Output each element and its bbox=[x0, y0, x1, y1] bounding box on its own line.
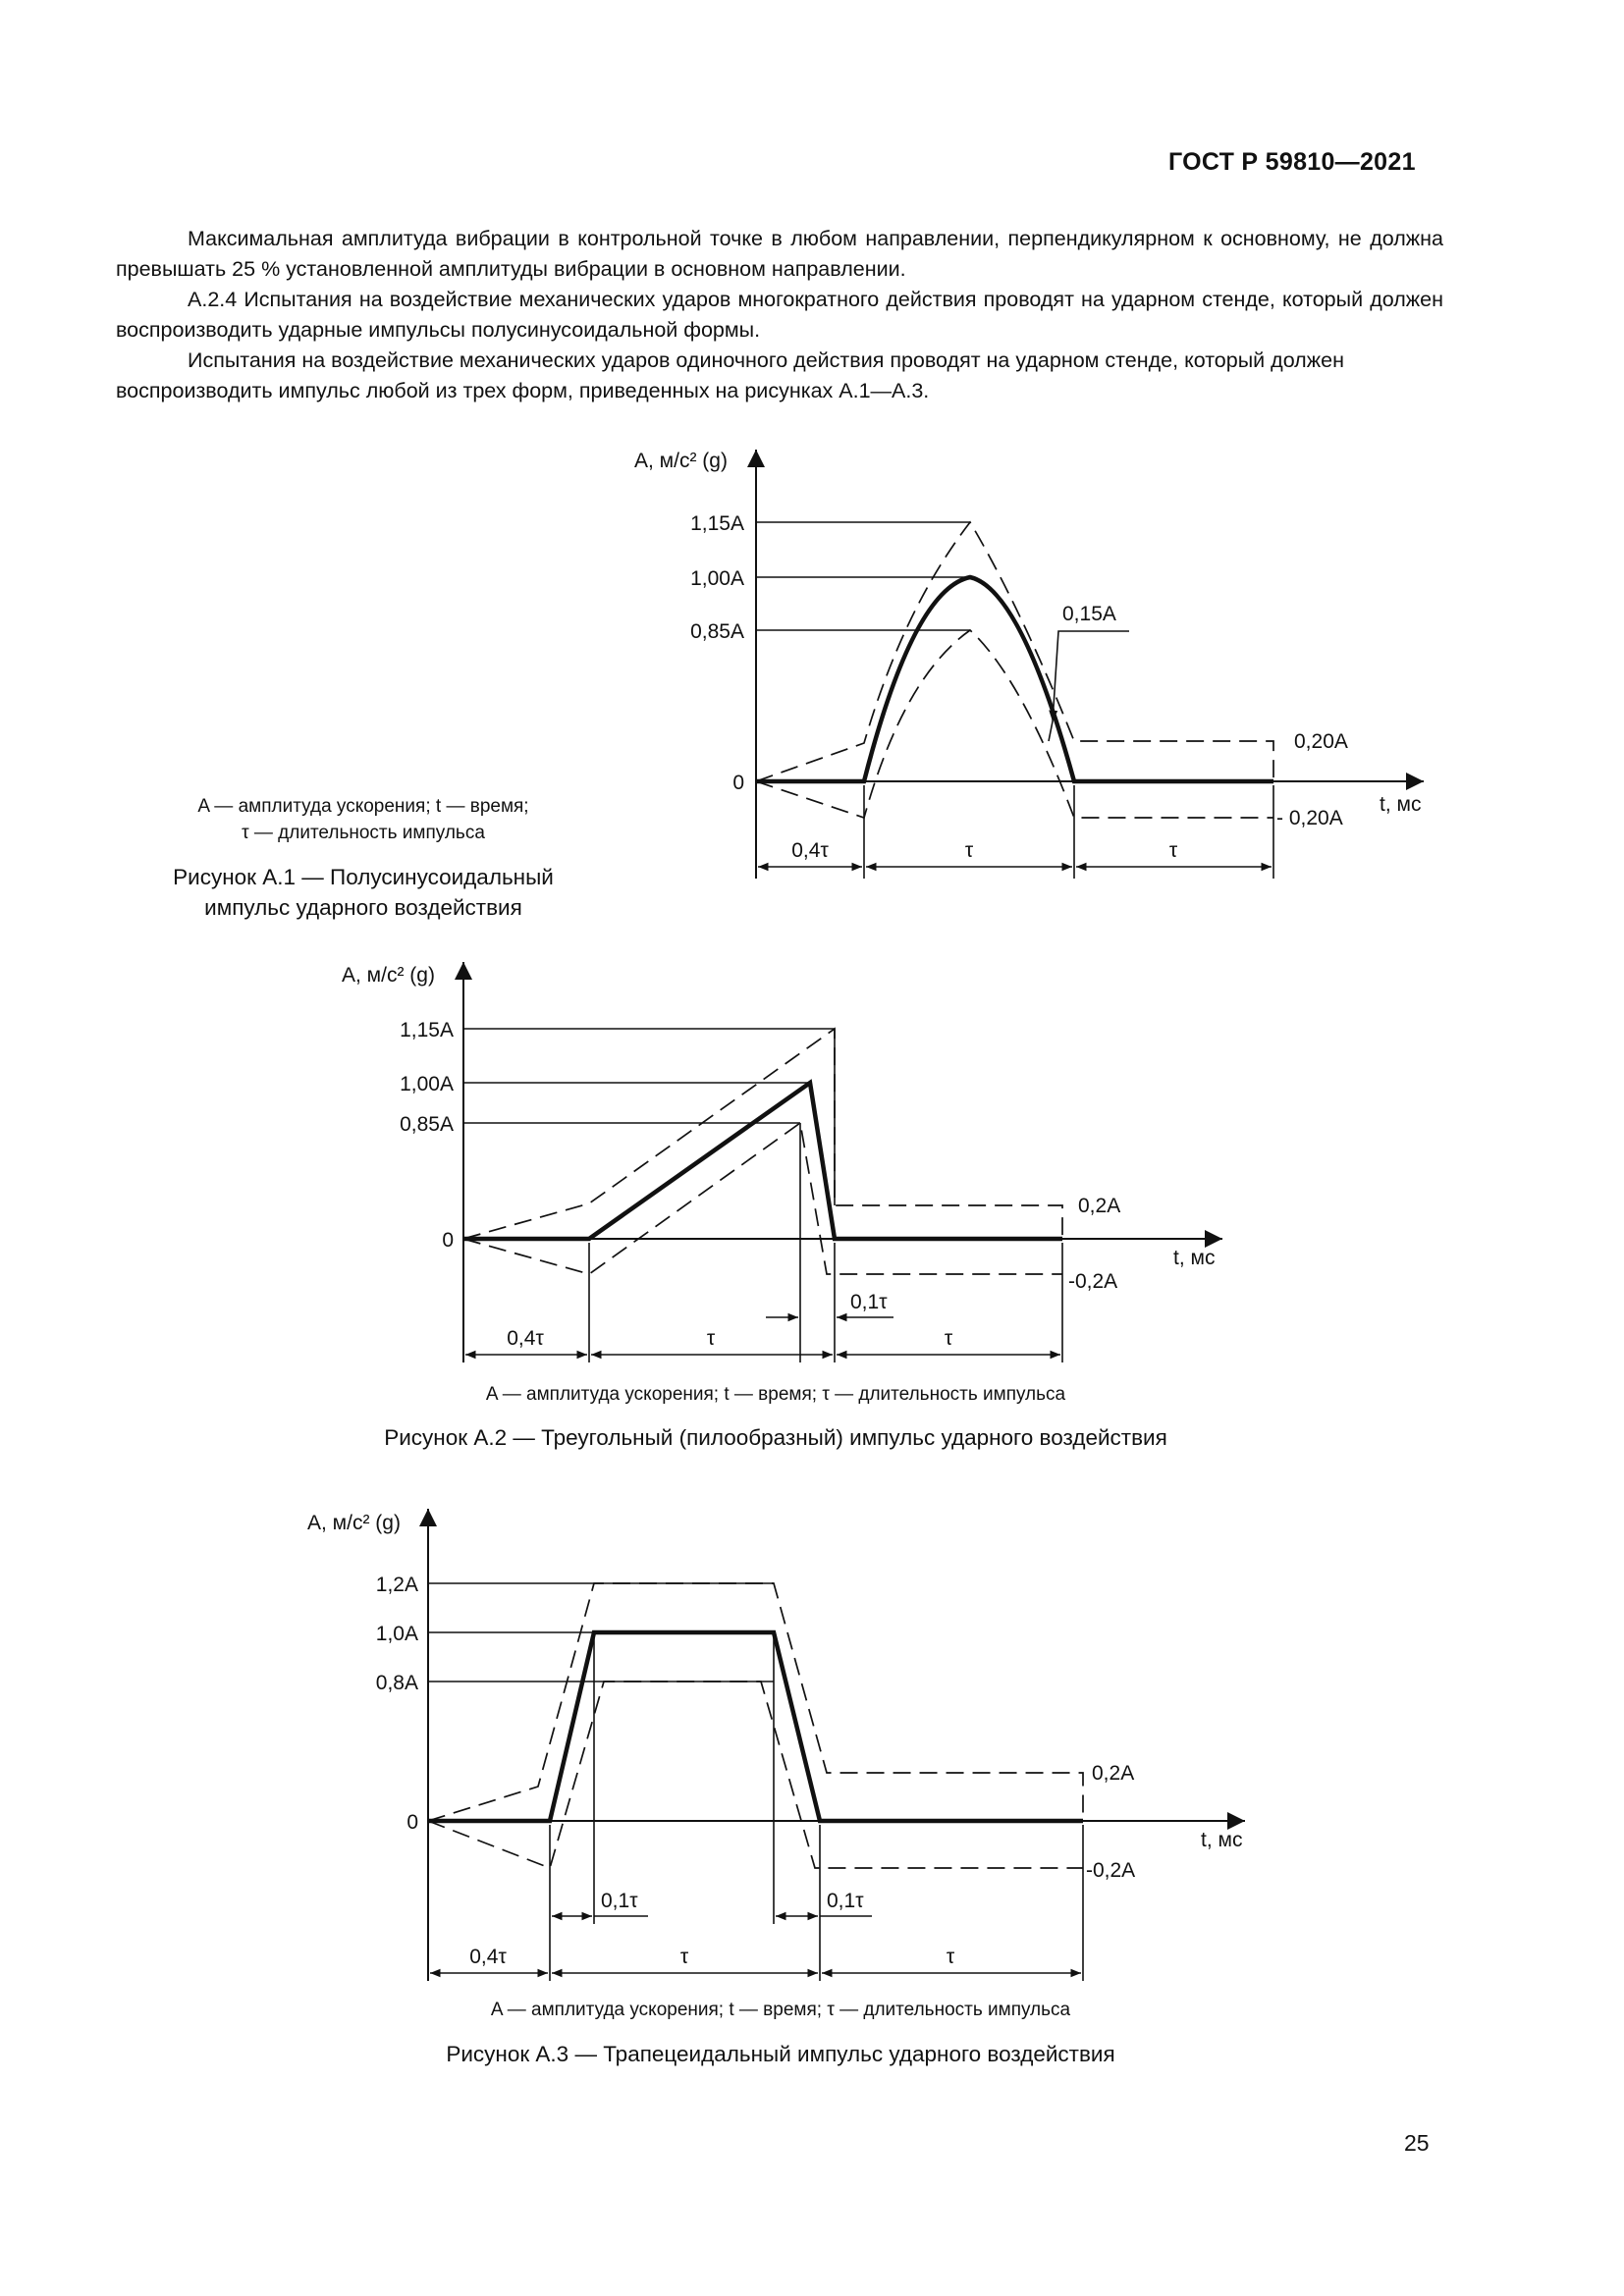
fig1-interval-3: τ bbox=[1168, 839, 1178, 862]
fig2-band-upper: 0,2A bbox=[1078, 1195, 1121, 1217]
fig1-caption: Рисунок А.1 — Полусинусоидальный импульс ударного воздействия bbox=[173, 865, 554, 920]
fig3-upper-tolerance bbox=[428, 1583, 1083, 1821]
fig2-fall-label: 0,1τ bbox=[850, 1291, 888, 1313]
fig2-interval-2: τ bbox=[706, 1327, 716, 1350]
fig3-interval-3: τ bbox=[946, 1946, 955, 1968]
fig3-interval-2: τ bbox=[679, 1946, 689, 1968]
fig1-interval-2: τ bbox=[964, 839, 974, 862]
fig2-level-115: 1,15A bbox=[400, 1019, 454, 1041]
fig1-x-label: t, мс bbox=[1380, 793, 1422, 816]
fig3-caption: Рисунок А.3 — Трапецеидальный импульс ударного воздействия bbox=[446, 2042, 1115, 2066]
fig2-caption: Рисунок А.2 — Треугольный (пилообразный) импульс ударного воздействия bbox=[384, 1425, 1167, 1450]
fig1-level-115: 1,15A bbox=[690, 512, 744, 535]
fig2-x-label: t, мс bbox=[1173, 1247, 1216, 1269]
fig2-interval-3: τ bbox=[944, 1327, 953, 1350]
fig2-legend: A — амплитуда ускорения; t — время; τ — длительность импульса bbox=[485, 1384, 1066, 1405]
fig1-level-0: 0 bbox=[732, 772, 744, 794]
fig3-y-label: A, м/с² (g) bbox=[307, 1512, 401, 1534]
fig3-level-0: 0 bbox=[406, 1811, 418, 1834]
fig2-band-lower: -0,2A bbox=[1068, 1270, 1118, 1293]
fig2-level-100: 1,00A bbox=[400, 1073, 454, 1095]
fig3-lower-tolerance bbox=[428, 1682, 1083, 1868]
fig2-level-085: 0,85A bbox=[400, 1113, 454, 1136]
paragraph-3: Испытания на воздействие механических ударов одиночного действия проводят на ударном стенде, который должен воспроизводить импульс любой из трех форм, приведенных на рисунках А.1—А.3. bbox=[116, 348, 1344, 402]
fig3-level-08: 0,8A bbox=[375, 1672, 418, 1694]
fig3-rise-label: 0,1τ bbox=[601, 1890, 638, 1912]
fig3-level-12: 1,2A bbox=[375, 1574, 418, 1596]
fig3-nominal-pulse bbox=[428, 1632, 1083, 1821]
fig3-band-upper: 0,2A bbox=[1092, 1762, 1135, 1785]
fig3-band-lower: -0,2A bbox=[1086, 1859, 1136, 1882]
fig2-level-0: 0 bbox=[442, 1229, 454, 1252]
fig3-interval-1: 0,4τ bbox=[469, 1946, 507, 1968]
document-code: ГОСТ Р 59810—2021 bbox=[1168, 148, 1416, 176]
fig3-legend: A — амплитуда ускорения; t — время; τ — длительность импульса bbox=[490, 2000, 1071, 2020]
fig1-band-upper: 0,20A bbox=[1294, 730, 1348, 753]
fig2-y-label: A, м/с² (g) bbox=[342, 964, 435, 987]
paragraph-1: Максимальная амплитуда вибрации в контрольной точке в любом направлении, перпендикулярном к основному, не должна превышать 25 % установленной амплитуды вибрации в основном направлении. bbox=[116, 227, 1443, 281]
fig2-interval-1: 0,4τ bbox=[507, 1327, 544, 1350]
fig3-level-10: 1,0A bbox=[375, 1623, 418, 1645]
fig1-level-100: 1,00A bbox=[690, 567, 744, 590]
fig1-level-085: 0,85A bbox=[690, 620, 744, 643]
fig1-interval-1: 0,4τ bbox=[791, 839, 829, 862]
fig3-fall-label: 0,1τ bbox=[827, 1890, 864, 1912]
paragraph-2: А.2.4 Испытания на воздействие механических ударов многократного действия проводят на ударном стенде, который должен воспроизводить ударные импульсы полусинусоидальной формы. bbox=[116, 288, 1443, 342]
fig1-band-lower: - 0,20A bbox=[1276, 807, 1343, 829]
fig3-x-label: t, мс bbox=[1201, 1829, 1243, 1851]
fig1-y-label: A, м/с² (g) bbox=[634, 450, 728, 472]
page-number: 25 bbox=[1404, 2130, 1430, 2156]
fig1-tolerance-label: 0,15A bbox=[1062, 603, 1116, 625]
fig1-legend: A — амплитуда ускорения; t — время; τ — длительность импульса bbox=[197, 796, 529, 843]
